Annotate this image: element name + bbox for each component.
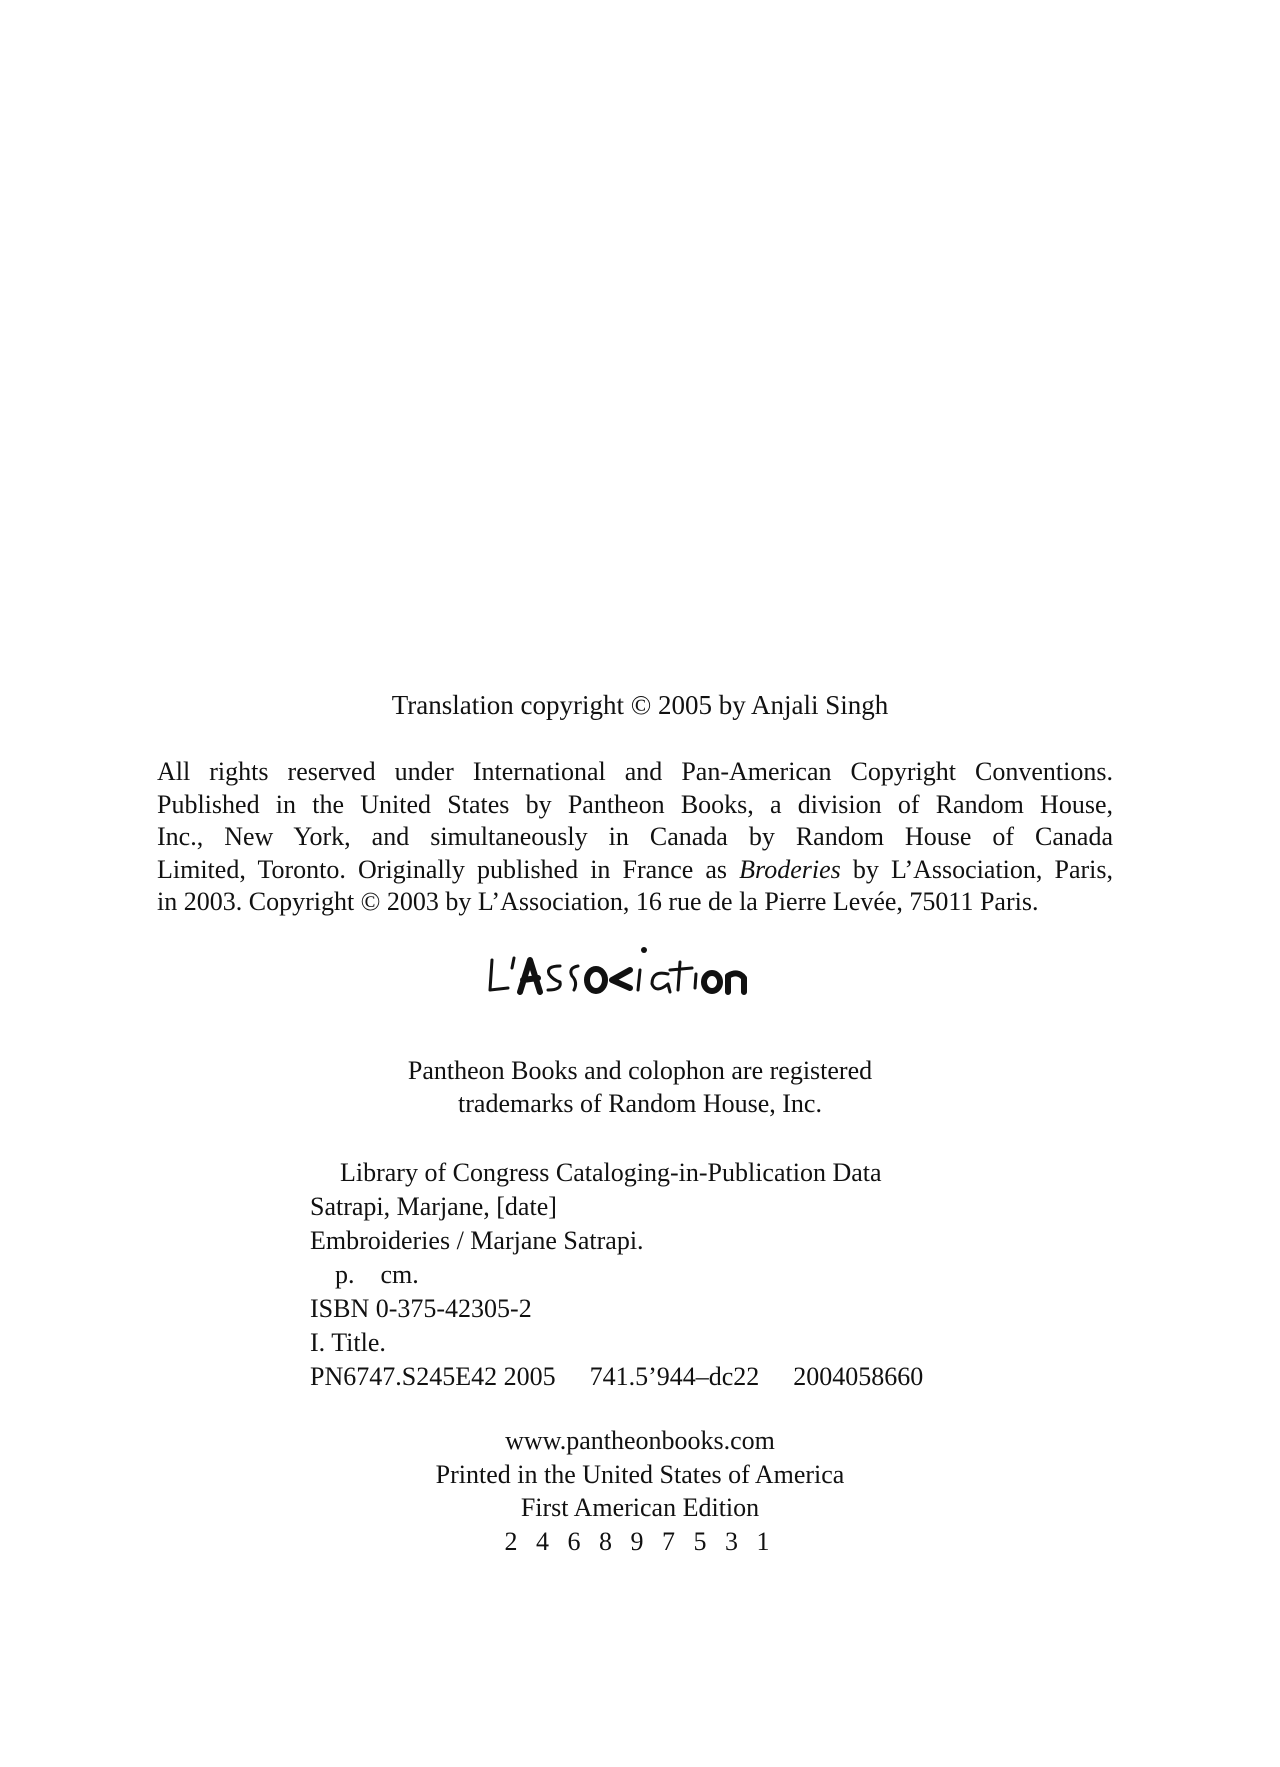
cip-subject: I. Title. bbox=[310, 1328, 386, 1357]
cip-isbn: ISBN 0-375-42305-2 bbox=[310, 1294, 532, 1323]
cip-title: Embroideries / Marjane Satrapi. bbox=[310, 1226, 644, 1255]
cip-dewey: 741.5’944–dc22 bbox=[589, 1362, 760, 1391]
trademark-notice bbox=[0, 1054, 1280, 1120]
rights-text: by L’Association, Paris, bbox=[840, 854, 1113, 884]
printing-numbers: 2 4 6 8 9 7 5 3 1 bbox=[504, 1526, 776, 1556]
cip-heading: Library of Congress Cataloging-in-Publication Data bbox=[340, 1158, 882, 1187]
cip-author: Satrapi, Marjane, [date] bbox=[310, 1192, 557, 1221]
lassociation-logo-icon bbox=[0, 930, 1280, 1000]
translation-copyright: Translation copyright © 2005 by Anjali Singh bbox=[391, 690, 889, 720]
publisher-url: www.pantheonbooks.com bbox=[505, 1426, 775, 1455]
cip-classification bbox=[310, 1360, 923, 1394]
trademark-line: trademarks of Random House, Inc. bbox=[458, 1089, 822, 1118]
cip-lccn: 2004058660 bbox=[793, 1362, 924, 1391]
cip-data bbox=[310, 1156, 923, 1394]
printed-location: Printed in the United States of America bbox=[435, 1459, 845, 1489]
rights-text: Limited, Toronto. Originally published in France as bbox=[157, 854, 740, 884]
trademark-line: Pantheon Books and colophon are registered bbox=[407, 1056, 873, 1085]
rights-line: All rights reserved under International and Pan-American Copyright Conventions. bbox=[157, 757, 1113, 786]
rights-line: in 2003. Copyright © 2003 by L’Association, 16 rue de la Pierre Levée, 75011 Paris. bbox=[157, 887, 1039, 916]
rights-line: Published in the United States by Pantheon Books, a division of Random House, bbox=[157, 789, 1113, 819]
rights-paragraph bbox=[157, 756, 1113, 919]
cip-call-number: PN6747.S245E42 2005 bbox=[310, 1362, 556, 1391]
original-title: Broderies bbox=[739, 854, 841, 884]
publication-footer bbox=[0, 1424, 1280, 1558]
cip-pages: p. cm. bbox=[335, 1260, 419, 1289]
edition-line: First American Edition bbox=[520, 1493, 760, 1522]
rights-line: Inc., New York, and simultaneously in Canada by Random House of Canada bbox=[157, 822, 1113, 851]
lassociation-logo bbox=[0, 930, 1280, 1000]
rights-line bbox=[157, 854, 1113, 887]
